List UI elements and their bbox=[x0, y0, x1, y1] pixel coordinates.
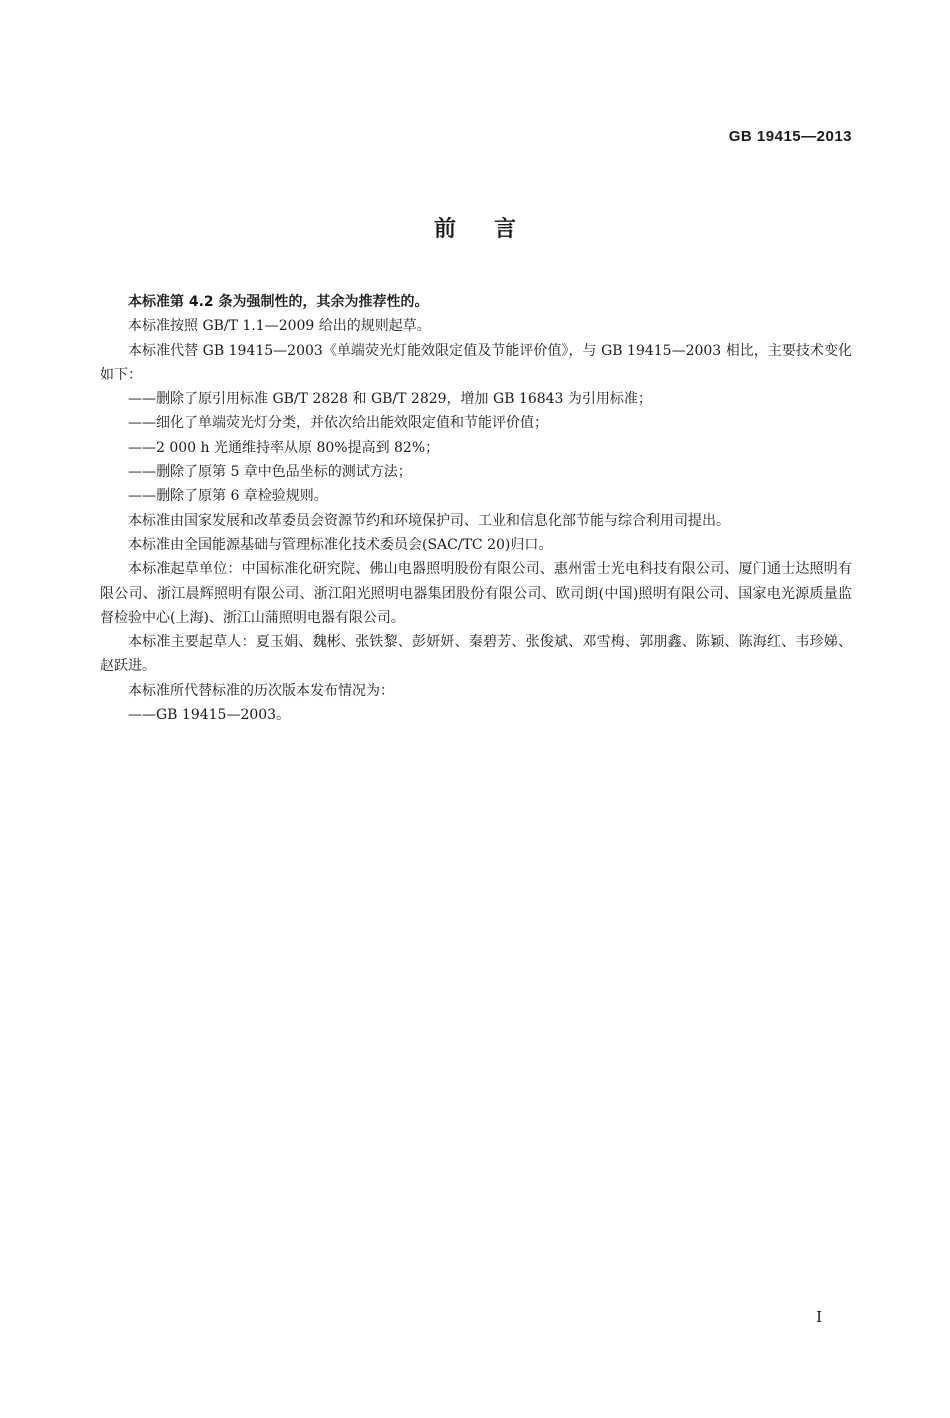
mandatory-clause-statement: 本标准第 4.2 条为强制性的，其余为推荐性的。 bbox=[128, 294, 429, 310]
page-number: I bbox=[816, 1308, 822, 1326]
replacement-statement: 本标准代替 GB 19415—2003《单端荧光灯能效限定值及节能评价值》，与 GB 19415—2003 相比，主要技术变化如下： bbox=[100, 342, 852, 383]
document-body bbox=[100, 290, 852, 727]
change-item-5: ——删除了原第 6 章检验规则。 bbox=[128, 488, 328, 505]
page-title: 前言 bbox=[433, 217, 554, 242]
change-item-1: ——删除了原引用标准 GB/T 2828 和 GB/T 2829，增加 GB 16843 为引用标准； bbox=[128, 391, 652, 408]
drafting-rules-statement: 本标准按照 GB/T 1.1—2009 给出的规则起草。 bbox=[128, 318, 431, 335]
main-drafters: 本标准主要起草人：夏玉娟、魏彬、张铁黎、彭妍妍、秦碧芳、张俊斌、邓雪梅、郭朋鑫、陈颖、陈海红、韦珍娣、赵跃进。 bbox=[100, 634, 852, 675]
committee-statement: 本标准由全国能源基础与管理标准化技术委员会(SAC/TC 20)归口。 bbox=[128, 536, 553, 553]
proposer-statement: 本标准由国家发展和改革委员会资源节约和环境保护司、工业和信息化部节能与综合利用司提出。 bbox=[128, 512, 730, 529]
previous-edition-item: ——GB 19415—2003。 bbox=[128, 707, 291, 724]
previous-editions-statement: 本标准所代替标准的历次版本发布情况为： bbox=[128, 682, 394, 699]
change-item-2: ——细化了单端荧光灯分类，并依次给出能效限定值和节能评价值； bbox=[128, 415, 548, 432]
change-item-4: ——删除了原第 5 章中色品坐标的测试方法； bbox=[128, 464, 412, 481]
change-item-3: ——2 000 h 光通维持率从原 80%提高到 82%； bbox=[128, 439, 440, 456]
drafting-units: 本标准起草单位：中国标准化研究院、佛山电器照明股份有限公司、惠州雷士光电科技有限公司、厦门通士达照明有限公司、浙江晨辉照明有限公司、浙江阳光照明电器集团股份有限公司、欧司朗(中国)照明有限公司、国家电光源质量监督检验中心(上海)、浙江山蒲照明电器有限公司。 bbox=[100, 561, 852, 626]
standard-code: GB 19415—2013 bbox=[728, 128, 852, 145]
